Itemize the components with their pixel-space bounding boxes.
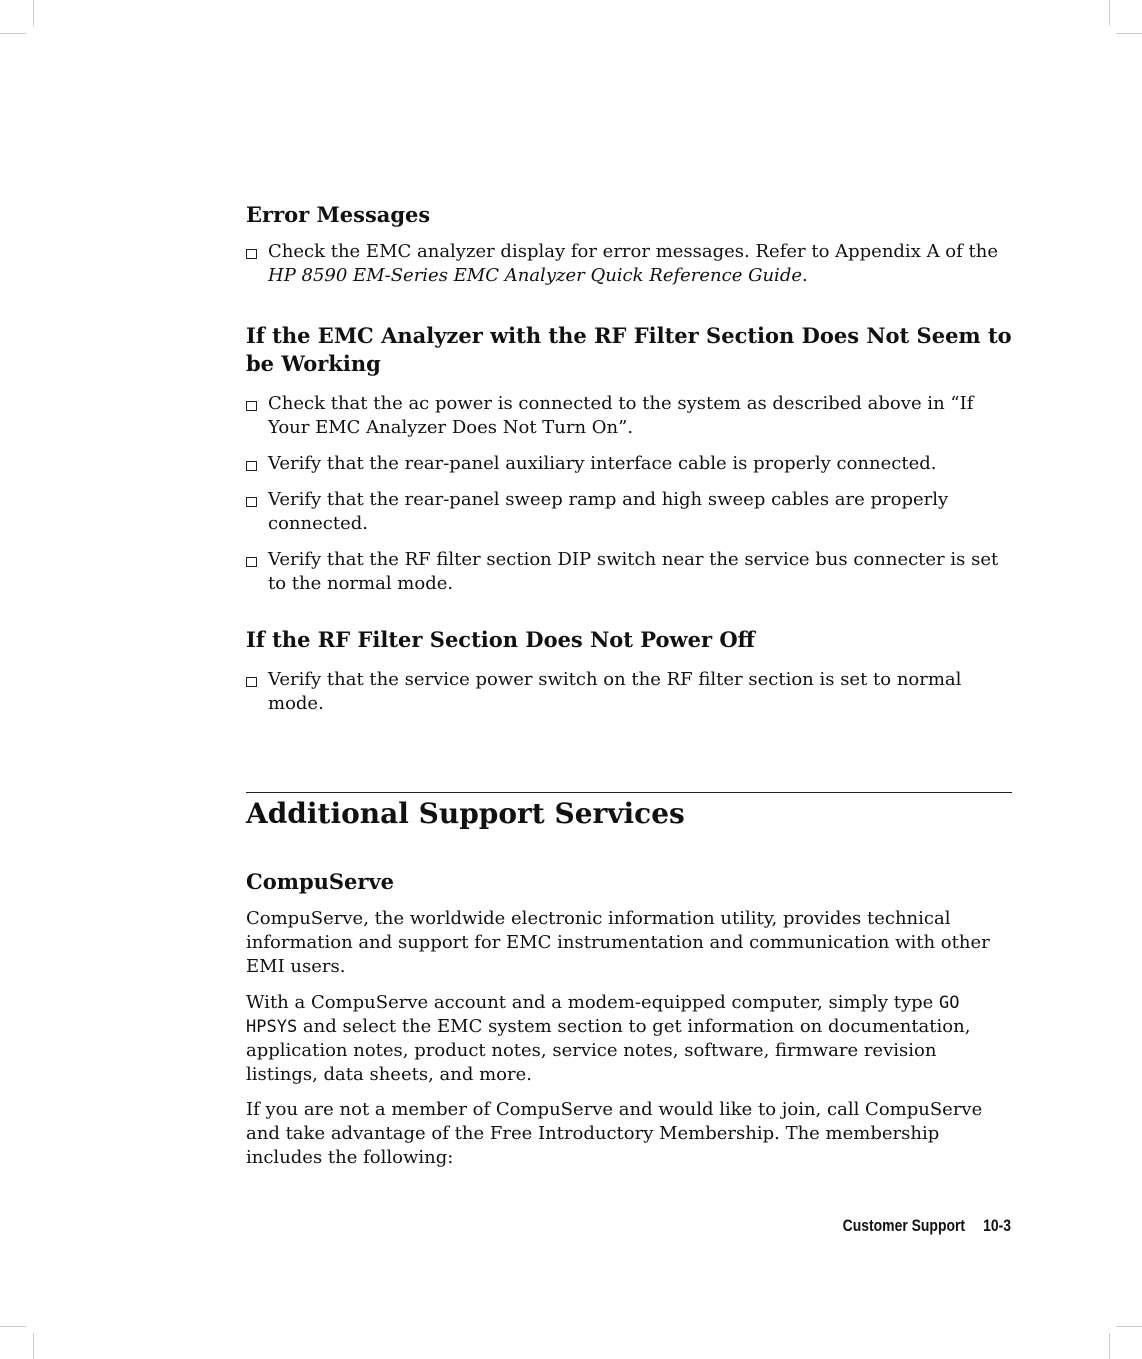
emc-not-working-heading: If the EMC Analyzer with the RF Filter Section Does Not Seem to be Working [246,323,1012,376]
checkbox-icon [246,461,257,471]
compuserve-paragraph: CompuServe, the worldwide electronic information utility, provides technical information and support for EMC instrumentation and communication with other EMI users. [246,908,990,977]
checklist-item [268,240,1012,288]
item-text: Check that the ac power is connected to the system as described above in “If Your EMC Analyzer Does Not Turn On”. [268,393,974,438]
command-code: GO HPSYS [246,993,960,1037]
rf-power-off-heading: If the RF Filter Section Does Not Power Off [246,627,755,652]
item-text: Check the EMC analyzer display for error messages. Refer to Appendix A of the [268,241,998,262]
checkbox-icon [246,677,257,687]
crop-mark [1109,0,1110,26]
checklist-item [268,452,1012,476]
paragraph-text: With a CompuServe account and a modem-equipped computer, simply type [246,992,940,1013]
crop-mark [1109,1333,1110,1359]
item-end: . [802,265,808,286]
checkbox-icon [246,249,257,259]
crop-mark [1116,33,1142,34]
checkbox-icon [246,497,257,507]
crop-mark [0,33,26,34]
compuserve-heading: CompuServe [246,869,395,894]
checklist-item [268,392,1012,440]
crop-mark [0,1326,26,1327]
page-content [246,198,1012,1168]
error-messages-heading: Error Messages [246,202,431,227]
checkbox-icon [246,557,257,567]
checklist-item [268,668,1012,716]
footer-section-name: Customer Support [842,1216,966,1235]
section-divider [246,792,1012,793]
checklist-item [268,548,1012,596]
compuserve-paragraph [246,991,1012,1087]
page-number: 10-3 [983,1216,1011,1235]
page-footer [384,1216,1011,1236]
guide-title: HP 8590 EM-Series EMC Analyzer Quick Reference Guide [268,265,802,286]
checklist-item [268,488,1012,536]
compuserve-paragraph: If you are not a member of CompuServe and would like to join, call CompuServe and take advantage of the Free Introductory Membership. The membership includes the following: [246,1099,983,1168]
paragraph-text: and select the EMC system section to get information on documentation, application notes, product notes, service notes, software, firmware revision listings, data sheets, and more. [246,1016,971,1085]
item-text: Verify that the rear-panel sweep ramp and high sweep cables are properly connected. [268,489,949,534]
additional-support-title: Additional Support Services [246,797,685,830]
item-text: Verify that the rear-panel auxiliary interface cable is properly connected. [268,453,937,474]
crop-mark [33,0,34,26]
checkbox-icon [246,401,257,411]
item-text: Verify that the service power switch on the RF filter section is set to normal mode. [268,669,962,714]
crop-mark [33,1333,34,1359]
crop-mark [1116,1326,1142,1327]
item-text: Verify that the RF filter section DIP switch near the service bus connecter is set to the normal mode. [268,549,999,594]
